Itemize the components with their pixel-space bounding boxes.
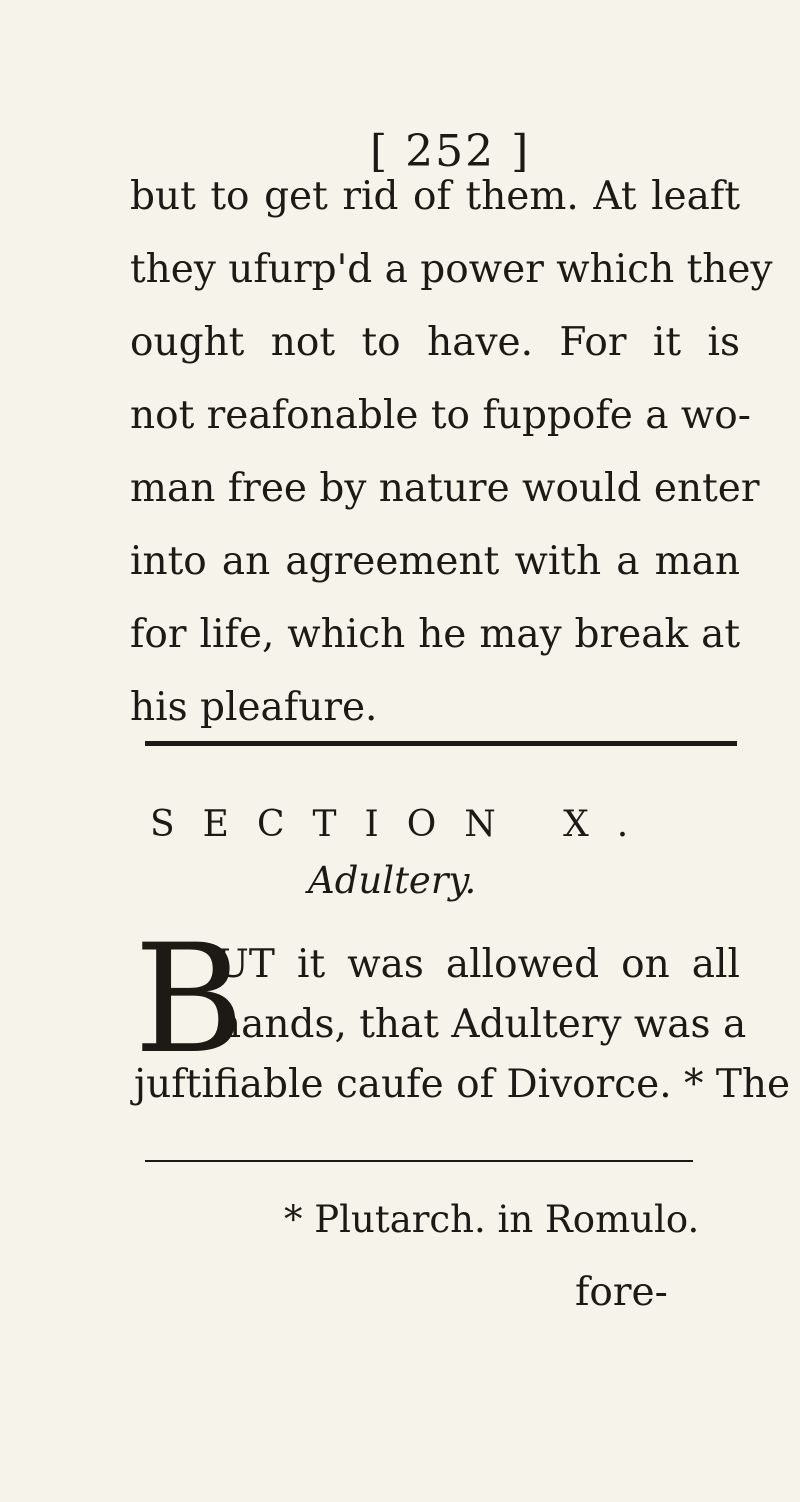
footnote-divider-rule — [145, 1160, 693, 1162]
page-number: [ 252 ] — [370, 126, 531, 177]
text-line: UT it was allowed on all — [216, 942, 740, 987]
text-line: into an agreement with a man — [130, 539, 740, 584]
text-line: hands, that Adultery was a — [216, 1002, 747, 1047]
paragraph-1 — [130, 160, 773, 744]
text-line: but to get rid of them. At leaft — [130, 174, 740, 219]
text-line: for life, which he may break at — [130, 612, 740, 657]
text-line: they ufurp'd a power which they — [130, 247, 773, 292]
section-divider-rule — [145, 741, 737, 746]
section-subtitle: Adultery. — [308, 859, 477, 902]
text-line: his pleafure. — [130, 685, 378, 730]
section-heading: SECTION X. — [150, 804, 657, 845]
text-line: not reafonable to fuppofe a wo- — [130, 393, 751, 438]
paragraph-2 — [134, 913, 791, 1115]
drop-cap: B — [134, 913, 245, 1087]
text-line: man free by nature would enter — [130, 466, 760, 511]
text-line: juftifiable caufe of Divorce. * The — [134, 1062, 791, 1107]
footnote: * Plutarch. in Romulo. — [284, 1198, 700, 1241]
catchword: fore- — [575, 1270, 668, 1315]
text-line: ought not to have. For it is — [130, 320, 740, 365]
